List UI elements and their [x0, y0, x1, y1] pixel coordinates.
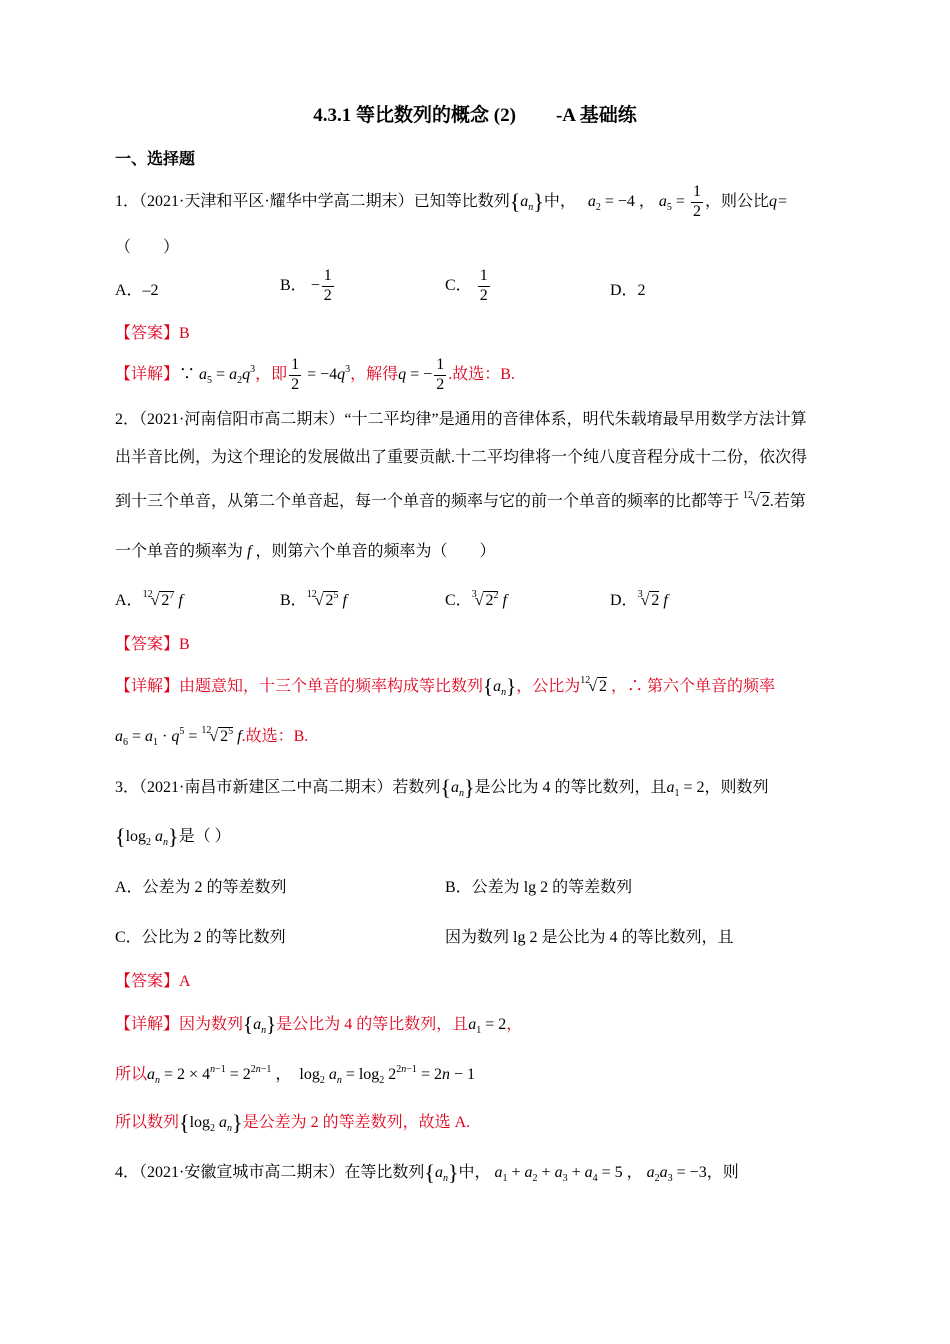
q1-answer: 【答案】B: [115, 325, 190, 342]
page-title: 4.3.1 等比数列的概念 (2) -A 基础练: [313, 105, 637, 126]
q2-option-d: D．$^3$√ 2 f: [610, 589, 668, 609]
q1-detail: 【详解】∵ $a_5 = a_2q^3$，即 $\frac{1}{2}$ = $-4q^3$，解得q = − $\frac{1}{2}$ .故选：B.: [115, 356, 515, 393]
q1-stem-line1: 1．（2021·天津和平区·耀华中学高二期末）已知等比数列$\{a_n\}$中， $a_2 = -4$ ， $a_5$ = $\frac{1}{2}$ ，则公比q=: [115, 183, 788, 220]
q3-stem-line2: {$\log_2$ $a_n$}是（ ）: [115, 824, 231, 849]
q3-option-a: A．公差为 2 的等差数列: [115, 879, 287, 896]
q2-stem-line4: 一个单音的频率为 f ，则第六个单音的频率为（ ）: [115, 543, 496, 560]
q2-stem-line2: 出半音比例，为这个理论的发展做出了重要贡献.十二平均律将一个纯八度音程分成十二份，依次得: [115, 449, 808, 466]
q3-detail-line1: 【详解】因为数列$\{a_n\}$是公比为 4 的等比数列，且$a_1 = 2$，: [115, 1012, 523, 1036]
q2-answer: 【答案】B: [115, 636, 190, 653]
q2-option-c: C．$^3$√ $2^2$ f: [445, 589, 507, 609]
q3-detail-line2: 所以$a_n = 2 \times 4^{n-1} = 2^{2n-1}$ ， $\log_2 a_n = \log_2 2^{2n-1} = 2n - 1$: [115, 1064, 475, 1086]
q1-option-d: D．2: [610, 282, 646, 299]
q1-option-c: C． $\frac{1}{2}$: [445, 267, 488, 304]
q1-paren: （ ）: [115, 239, 180, 256]
q2-stem-line1: 2．（2021·河南信阳市高二期末）“十二平均律”是通用的音律体系，明代朱载堉最早用数学方法计算: [115, 411, 807, 428]
q2-detail-line1: 【详解】由题意知，十三个单音的频率构成等比数列$\{a_n\}$，公比为$^{12}$√ 2 ，∴ 第六个单音的频率: [115, 674, 776, 698]
q3-option-b: B．公差为 lg 2 的等差数列: [445, 879, 633, 896]
q3-detail-line3: 所以数列{$\log_2$ $a_n$}是公差为 2 的等差数列，故选 A.: [115, 1110, 471, 1135]
q1-option-b: B． − $\frac{1}{2}$: [280, 267, 332, 304]
q2-detail-line2: $a_6 = a_1 \cdot q^5 = ^{12}√$ $2^5$ f.故选：B.: [115, 725, 309, 748]
q3-option-d: 因为数列 lg 2 是公比为 4 的等比数列，且: [445, 929, 734, 946]
q3-option-c: C．公比为 2 的等比数列: [115, 929, 286, 946]
q2-option-b: B．$^{12}$√ $2^5$ f: [280, 589, 347, 609]
q1-option-a: A．–2: [115, 282, 159, 299]
q4-stem-line1: 4．（2021·安徽宣城市高二期末）在等比数列$\{a_n\}$中， $a_1 + a_2 + a_3 + a_4 = 5$ ， $a_2a_3 = -3$，则: [115, 1160, 739, 1185]
q3-stem-line1: 3．（2021·南昌市新建区二中高二期末）若数列$\{a_n\}$是公比为 4 的等比数列，且$a_1 = 2$，则数列: [115, 775, 769, 800]
q3-answer: 【答案】A: [115, 973, 191, 990]
q2-stem-line3: 到十三个单音，从第二个单音起，每一个单音的频率与它的前一个单音的频率的比都等于 $^{12}$√ 2.若第: [115, 490, 806, 510]
q2-option-a: A．$^{12}$√ $2^7$ f: [115, 589, 183, 609]
section-heading: 一、选择题: [115, 151, 196, 168]
